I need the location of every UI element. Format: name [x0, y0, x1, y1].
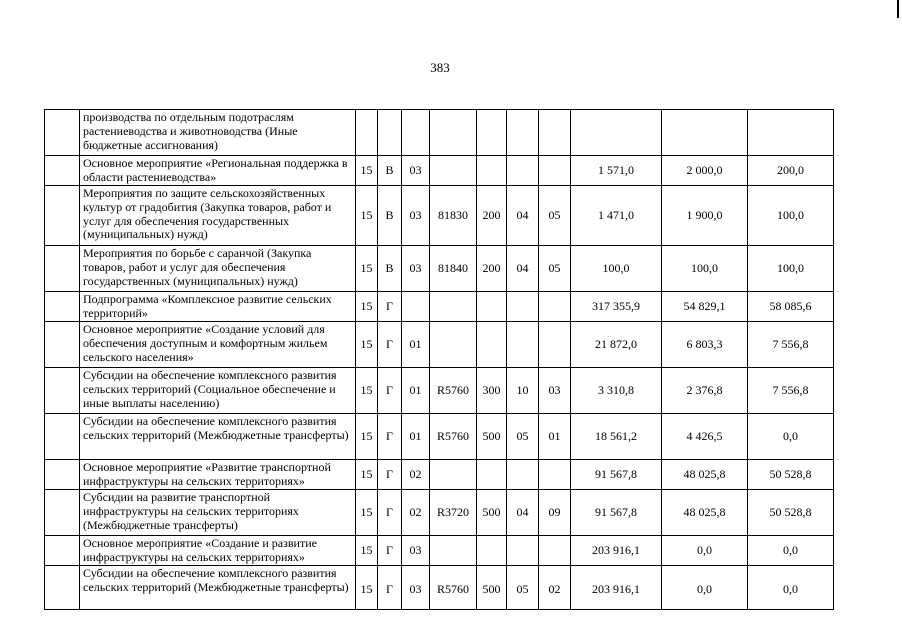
- blank-left-cell: [45, 414, 80, 460]
- amount-year3-cell: [748, 110, 834, 156]
- blank-left-cell: [45, 292, 80, 322]
- direction-code-cell: R5760: [430, 368, 477, 414]
- table-row: [45, 490, 834, 536]
- scan-edge-mark: [897, 0, 899, 18]
- program-code-cell: 15: [356, 246, 378, 292]
- amount-year3-cell: 0,0: [748, 566, 834, 610]
- expense-type-cell: 500: [477, 414, 507, 460]
- amount-year3-cell: 50 528,8: [748, 460, 834, 490]
- subsection-cell: 09: [539, 490, 571, 536]
- subprogram-code-cell: В: [378, 156, 402, 186]
- section-cell: 05: [507, 414, 539, 460]
- amount-year3-cell: 58 085,6: [748, 292, 834, 322]
- expense-type-cell: 500: [477, 490, 507, 536]
- blank-left-cell: [45, 186, 80, 246]
- direction-code-cell: [430, 292, 477, 322]
- subprogram-code-cell: Г: [378, 368, 402, 414]
- amount-year3-cell: 0,0: [748, 414, 834, 460]
- direction-code-cell: 81830: [430, 186, 477, 246]
- amount-year1-cell: 203 916,1: [571, 536, 662, 566]
- amount-year2-cell: 48 025,8: [662, 490, 748, 536]
- subprogram-code-cell: В: [378, 246, 402, 292]
- subprogram-code-cell: [378, 110, 402, 156]
- section-cell: 04: [507, 246, 539, 292]
- subsection-cell: [539, 322, 571, 368]
- amount-year3-cell: 200,0: [748, 156, 834, 186]
- direction-code-cell: R3720: [430, 490, 477, 536]
- measure-code-cell: 01: [402, 322, 430, 368]
- program-code-cell: 15: [356, 186, 378, 246]
- subsection-cell: [539, 110, 571, 156]
- item-name-cell: Мероприятия по борьбе с саранчой (Закупка товаров, работ и услуг для обеспечения государственных (муниципальных) нужд): [80, 246, 356, 292]
- amount-year3-cell: 7 556,8: [748, 368, 834, 414]
- expense-type-cell: [477, 322, 507, 368]
- expense-type-cell: 500: [477, 566, 507, 610]
- amount-year2-cell: 0,0: [662, 566, 748, 610]
- section-cell: 05: [507, 566, 539, 610]
- table-row: [45, 246, 834, 292]
- subprogram-code-cell: Г: [378, 566, 402, 610]
- subsection-cell: 05: [539, 246, 571, 292]
- amount-year1-cell: 100,0: [571, 246, 662, 292]
- expense-type-cell: [477, 460, 507, 490]
- subsection-cell: [539, 156, 571, 186]
- measure-code-cell: 03: [402, 246, 430, 292]
- measure-code-cell: 03: [402, 156, 430, 186]
- budget-table: [44, 109, 834, 610]
- amount-year3-cell: 50 528,8: [748, 490, 834, 536]
- program-code-cell: 15: [356, 460, 378, 490]
- program-code-cell: 15: [356, 490, 378, 536]
- amount-year3-cell: 7 556,8: [748, 322, 834, 368]
- amount-year1-cell: 1 471,0: [571, 186, 662, 246]
- table-row: [45, 566, 834, 610]
- direction-code-cell: [430, 460, 477, 490]
- table-row: [45, 322, 834, 368]
- amount-year1-cell: 1 571,0: [571, 156, 662, 186]
- direction-code-cell: R5760: [430, 566, 477, 610]
- amount-year1-cell: 91 567,8: [571, 490, 662, 536]
- expense-type-cell: 200: [477, 186, 507, 246]
- program-code-cell: 15: [356, 292, 378, 322]
- amount-year3-cell: 100,0: [748, 186, 834, 246]
- amount-year1-cell: 317 355,9: [571, 292, 662, 322]
- amount-year1-cell: 3 310,8: [571, 368, 662, 414]
- subsection-cell: [539, 460, 571, 490]
- item-name-cell: Субсидии на обеспечение комплексного развития сельских территорий (Социальное обеспечение и иные выплаты населению): [80, 368, 356, 414]
- blank-left-cell: [45, 566, 80, 610]
- measure-code-cell: 01: [402, 368, 430, 414]
- program-code-cell: 15: [356, 566, 378, 610]
- amount-year1-cell: 18 561,2: [571, 414, 662, 460]
- item-name-cell: Основное мероприятие «Создание и развитие инфраструктуры на сельских территориях»: [80, 536, 356, 566]
- subprogram-code-cell: Г: [378, 322, 402, 368]
- section-cell: [507, 110, 539, 156]
- program-code-cell: [356, 110, 378, 156]
- direction-code-cell: [430, 156, 477, 186]
- program-code-cell: 15: [356, 414, 378, 460]
- table-row: [45, 156, 834, 186]
- table-row: [45, 536, 834, 566]
- blank-left-cell: [45, 246, 80, 292]
- expense-type-cell: [477, 536, 507, 566]
- section-cell: [507, 460, 539, 490]
- measure-code-cell: 01: [402, 414, 430, 460]
- direction-code-cell: [430, 322, 477, 368]
- blank-left-cell: [45, 322, 80, 368]
- section-cell: 04: [507, 186, 539, 246]
- section-cell: [507, 536, 539, 566]
- table-row: [45, 368, 834, 414]
- measure-code-cell: 03: [402, 566, 430, 610]
- amount-year2-cell: 2 376,8: [662, 368, 748, 414]
- section-cell: [507, 322, 539, 368]
- blank-left-cell: [45, 536, 80, 566]
- amount-year3-cell: 0,0: [748, 536, 834, 566]
- section-cell: 10: [507, 368, 539, 414]
- subprogram-code-cell: Г: [378, 490, 402, 536]
- direction-code-cell: [430, 110, 477, 156]
- program-code-cell: 15: [356, 368, 378, 414]
- measure-code-cell: [402, 292, 430, 322]
- subsection-cell: 01: [539, 414, 571, 460]
- blank-left-cell: [45, 110, 80, 156]
- program-code-cell: 15: [356, 536, 378, 566]
- direction-code-cell: R5760: [430, 414, 477, 460]
- item-name-cell: Мероприятия по защите сельскохозяйственных культур от градобития (Закупка товаров, работ и услуг для обеспечения государственных (муниципальных) нужд): [80, 186, 356, 246]
- measure-code-cell: 02: [402, 460, 430, 490]
- amount-year2-cell: 100,0: [662, 246, 748, 292]
- subprogram-code-cell: Г: [378, 460, 402, 490]
- subsection-cell: [539, 292, 571, 322]
- subprogram-code-cell: В: [378, 186, 402, 246]
- amount-year2-cell: 1 900,0: [662, 186, 748, 246]
- direction-code-cell: [430, 536, 477, 566]
- item-name-cell: Основное мероприятие «Региональная поддержка в области растениеводства»: [80, 156, 356, 186]
- measure-code-cell: 03: [402, 186, 430, 246]
- amount-year2-cell: [662, 110, 748, 156]
- section-cell: [507, 156, 539, 186]
- item-name-cell: Основное мероприятие «Развитие транспортной инфраструктуры на сельских территориях»: [80, 460, 356, 490]
- subprogram-code-cell: Г: [378, 414, 402, 460]
- blank-left-cell: [45, 490, 80, 536]
- page-number: 383: [430, 60, 450, 75]
- expense-type-cell: 300: [477, 368, 507, 414]
- amount-year2-cell: 6 803,3: [662, 322, 748, 368]
- subprogram-code-cell: Г: [378, 292, 402, 322]
- blank-left-cell: [45, 460, 80, 490]
- blank-left-cell: [45, 368, 80, 414]
- blank-left-cell: [45, 156, 80, 186]
- table-row: [45, 460, 834, 490]
- subsection-cell: 05: [539, 186, 571, 246]
- program-code-cell: 15: [356, 322, 378, 368]
- subsection-cell: 03: [539, 368, 571, 414]
- amount-year2-cell: 4 426,5: [662, 414, 748, 460]
- amount-year3-cell: 100,0: [748, 246, 834, 292]
- expense-type-cell: [477, 156, 507, 186]
- section-cell: [507, 292, 539, 322]
- table-row: [45, 292, 834, 322]
- amount-year2-cell: 48 025,8: [662, 460, 748, 490]
- table-row: [45, 110, 834, 156]
- item-name-cell: Подпрограмма «Комплексное развитие сельских территорий»: [80, 292, 356, 322]
- subprogram-code-cell: Г: [378, 536, 402, 566]
- item-name-cell: Субсидии на развитие транспортной инфраструктуры на сельских территориях (Межбюджетные трансферты): [80, 490, 356, 536]
- amount-year1-cell: [571, 110, 662, 156]
- subsection-cell: [539, 536, 571, 566]
- amount-year2-cell: 2 000,0: [662, 156, 748, 186]
- expense-type-cell: 200: [477, 246, 507, 292]
- expense-type-cell: [477, 292, 507, 322]
- item-name-cell: Основное мероприятие «Создание условий для обеспечения доступным и комфортным жильем сельского населения»: [80, 322, 356, 368]
- subsection-cell: 02: [539, 566, 571, 610]
- item-name-cell: Субсидии на обеспечение комплексного развития сельских территорий (Межбюджетные трансферты): [80, 566, 356, 610]
- item-name-cell: Субсидии на обеспечение комплексного развития сельских территорий (Межбюджетные трансферты): [80, 414, 356, 460]
- section-cell: 04: [507, 490, 539, 536]
- amount-year1-cell: 203 916,1: [571, 566, 662, 610]
- item-name-cell: производства по отдельным подотраслям растениеводства и животноводства (Иные бюджетные ассигнования): [80, 110, 356, 156]
- measure-code-cell: [402, 110, 430, 156]
- direction-code-cell: 81840: [430, 246, 477, 292]
- table-row: [45, 414, 834, 460]
- measure-code-cell: 03: [402, 536, 430, 566]
- amount-year2-cell: 0,0: [662, 536, 748, 566]
- measure-code-cell: 02: [402, 490, 430, 536]
- table-row: [45, 186, 834, 246]
- amount-year1-cell: 21 872,0: [571, 322, 662, 368]
- program-code-cell: 15: [356, 156, 378, 186]
- amount-year1-cell: 91 567,8: [571, 460, 662, 490]
- expense-type-cell: [477, 110, 507, 156]
- amount-year2-cell: 54 829,1: [662, 292, 748, 322]
